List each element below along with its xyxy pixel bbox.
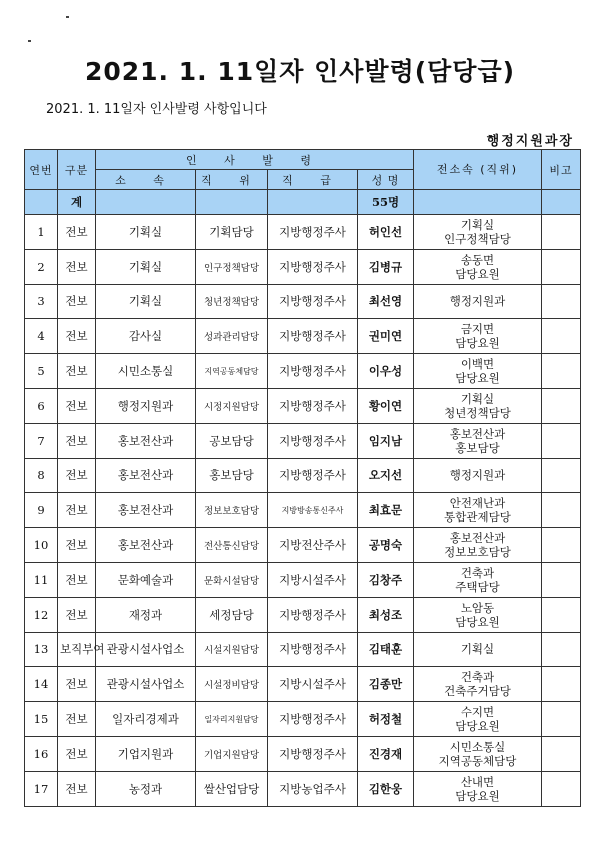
table-row xyxy=(25,632,581,667)
row-type: 전보 xyxy=(58,388,96,423)
row-transfer-from xyxy=(414,284,542,319)
row-remarks xyxy=(542,597,581,632)
table-row xyxy=(25,736,581,771)
row-type: 전보 xyxy=(58,423,96,458)
row-transfer-from xyxy=(414,493,542,528)
row-remarks xyxy=(542,458,581,493)
row-affiliation: 문화예술과 xyxy=(96,562,196,597)
row-remarks xyxy=(542,354,581,389)
row-transfer-from xyxy=(414,702,542,737)
row-transfer-from-position: 주택담당 xyxy=(455,579,500,594)
row-no: 3 xyxy=(25,284,58,319)
row-transfer-from-dept: 금지면 xyxy=(460,322,495,337)
page-subtitle: 2021. 1. 11일자 인사발령 사항입니다 xyxy=(46,102,267,117)
row-remarks xyxy=(542,215,581,250)
row-grade: 지방전산주사 xyxy=(268,528,358,563)
row-affiliation: 홍보전산과 xyxy=(96,528,196,563)
row-grade: 지방행정주사 xyxy=(268,388,358,423)
row-position: 시설정비담당 xyxy=(196,667,268,702)
row-name: 최선영 xyxy=(358,284,414,319)
row-name: 황이연 xyxy=(358,388,414,423)
row-transfer-from xyxy=(414,215,542,250)
row-no: 4 xyxy=(25,319,58,354)
row-transfer-from-dept: 송동면 xyxy=(460,252,495,267)
row-affiliation: 일자리경제과 xyxy=(96,702,196,737)
row-position: 성과관리담당 xyxy=(196,319,268,354)
row-name: 최성조 xyxy=(358,597,414,632)
row-type: 전보 xyxy=(58,771,96,806)
row-no: 10 xyxy=(25,528,58,563)
row-type: 전보 xyxy=(58,667,96,702)
header-name: 성 명 xyxy=(358,170,414,190)
table-header xyxy=(25,150,581,190)
row-type: 전보 xyxy=(58,493,96,528)
row-position: 홍보담당 xyxy=(196,458,268,493)
total-affiliation-cell xyxy=(96,190,196,215)
row-transfer-from-dept: 노암동 xyxy=(460,600,495,615)
row-name: 김한웅 xyxy=(358,771,414,806)
row-transfer-from-position: 통합관제담당 xyxy=(444,510,511,525)
row-type: 보직부여 xyxy=(58,632,96,667)
row-name: 최효문 xyxy=(358,493,414,528)
row-transfer-from-dept: 이백면 xyxy=(460,357,495,372)
header-remarks: 비고 xyxy=(542,150,581,190)
row-grade: 지방농업주사 xyxy=(268,771,358,806)
table-row xyxy=(25,667,581,702)
row-transfer-from xyxy=(414,667,542,702)
row-no: 5 xyxy=(25,354,58,389)
row-grade: 지방행정주사 xyxy=(268,597,358,632)
row-name: 허정철 xyxy=(358,702,414,737)
row-remarks xyxy=(542,528,581,563)
row-transfer-from-dept: 산내면 xyxy=(460,774,495,789)
page-title: 2021. 1. 11일자 인사발령(담당급) xyxy=(84,57,516,86)
row-transfer-from-dept: 건축과 xyxy=(460,670,495,685)
row-affiliation: 관광시설사업소 xyxy=(96,632,196,667)
row-no: 14 xyxy=(25,667,58,702)
row-transfer-from-position: 홍보담당 xyxy=(455,440,500,455)
total-row xyxy=(25,190,581,215)
row-name: 오지선 xyxy=(358,458,414,493)
row-remarks xyxy=(542,493,581,528)
row-grade: 지방행정주사 xyxy=(268,249,358,284)
row-type: 전보 xyxy=(58,597,96,632)
row-no: 16 xyxy=(25,736,58,771)
table-row xyxy=(25,215,581,250)
row-no: 6 xyxy=(25,388,58,423)
row-transfer-from-position: 담당요원 xyxy=(455,336,500,351)
row-type: 전보 xyxy=(58,284,96,319)
row-transfer-from-position: 담당요원 xyxy=(455,371,500,386)
table-row xyxy=(25,562,581,597)
row-type: 전보 xyxy=(58,215,96,250)
row-transfer-from-dept: 홍보전산과 xyxy=(449,426,506,441)
total-label: 계 xyxy=(58,190,96,215)
row-transfer-from xyxy=(414,319,542,354)
row-affiliation: 행정지원과 xyxy=(96,388,196,423)
row-position: 기업지원담당 xyxy=(196,736,268,771)
total-no-cell xyxy=(25,190,58,215)
row-affiliation: 기획실 xyxy=(96,215,196,250)
row-transfer-from xyxy=(414,528,542,563)
scan-speck xyxy=(66,16,69,18)
row-remarks xyxy=(542,423,581,458)
table-row xyxy=(25,528,581,563)
row-transfer-from-dept: 시민소통실 xyxy=(449,739,506,754)
row-name: 김종만 xyxy=(358,667,414,702)
row-type: 전보 xyxy=(58,319,96,354)
row-position: 정보보호담당 xyxy=(196,493,268,528)
row-transfer-from xyxy=(414,736,542,771)
row-transfer-from xyxy=(414,597,542,632)
total-remarks-cell xyxy=(542,190,581,215)
row-affiliation: 홍보전산과 xyxy=(96,493,196,528)
row-grade: 지방행정주사 xyxy=(268,319,358,354)
row-affiliation: 시민소통실 xyxy=(96,354,196,389)
row-transfer-from-position: 담당요원 xyxy=(455,614,500,629)
row-no: 11 xyxy=(25,562,58,597)
issuing-department: 행정지원과장 xyxy=(486,134,574,149)
row-type: 전보 xyxy=(58,354,96,389)
row-transfer-from-dept: 안전재난과 xyxy=(449,496,506,511)
row-transfer-from xyxy=(414,771,542,806)
row-affiliation: 감사실 xyxy=(96,319,196,354)
row-remarks xyxy=(542,249,581,284)
row-remarks xyxy=(542,667,581,702)
row-type: 전보 xyxy=(58,702,96,737)
row-no: 12 xyxy=(25,597,58,632)
header-order-group: 인 사 발 령 xyxy=(96,150,414,170)
row-transfer-from xyxy=(414,562,542,597)
row-no: 7 xyxy=(25,423,58,458)
row-transfer-from xyxy=(414,458,542,493)
row-position: 세정담당 xyxy=(196,597,268,632)
row-grade: 지방시설주사 xyxy=(268,562,358,597)
row-type: 전보 xyxy=(58,528,96,563)
total-position-cell xyxy=(196,190,268,215)
header-position: 직 위 xyxy=(196,170,268,190)
row-transfer-from-dept: 기획실 xyxy=(460,217,495,232)
row-position: 기획담당 xyxy=(196,215,268,250)
row-name: 김태훈 xyxy=(358,632,414,667)
row-name: 임지남 xyxy=(358,423,414,458)
row-position: 일자리지원담당 xyxy=(196,702,268,737)
row-affiliation: 기획실 xyxy=(96,284,196,319)
table-row xyxy=(25,423,581,458)
row-grade: 지방행정주사 xyxy=(268,354,358,389)
row-remarks xyxy=(542,702,581,737)
row-transfer-from-dept: 행정지원과 xyxy=(449,468,506,483)
row-transfer-from xyxy=(414,249,542,284)
row-position: 시정지원담당 xyxy=(196,388,268,423)
row-no: 1 xyxy=(25,215,58,250)
row-type: 전보 xyxy=(58,736,96,771)
table-row xyxy=(25,771,581,806)
row-grade: 지방행정주사 xyxy=(268,702,358,737)
row-transfer-from-position: 지역공동체담당 xyxy=(438,753,517,768)
row-type: 전보 xyxy=(58,458,96,493)
table-row xyxy=(25,284,581,319)
row-grade: 지방행정주사 xyxy=(268,423,358,458)
row-no: 17 xyxy=(25,771,58,806)
row-transfer-from-dept: 행정지원과 xyxy=(449,294,506,309)
row-transfer-from xyxy=(414,632,542,667)
row-position: 시설지원담당 xyxy=(196,632,268,667)
row-position: 전산통신담당 xyxy=(196,528,268,563)
row-type: 전보 xyxy=(58,249,96,284)
row-transfer-from-position: 청년정책담당 xyxy=(444,405,511,420)
row-type: 전보 xyxy=(58,562,96,597)
row-affiliation: 농정과 xyxy=(96,771,196,806)
table-row xyxy=(25,319,581,354)
row-transfer-from-position: 인구정책담당 xyxy=(444,231,511,246)
row-name: 허인선 xyxy=(358,215,414,250)
row-transfer-from-position: 담당요원 xyxy=(455,719,500,734)
row-position: 공보담당 xyxy=(196,423,268,458)
row-position: 문화시설담당 xyxy=(196,562,268,597)
row-position: 쌀산업담당 xyxy=(196,771,268,806)
row-transfer-from-dept: 건축과 xyxy=(460,565,495,580)
row-no: 9 xyxy=(25,493,58,528)
row-transfer-from-position: 담당요원 xyxy=(455,788,500,803)
row-transfer-from-dept: 기획실 xyxy=(460,391,495,406)
table-row xyxy=(25,597,581,632)
row-transfer-from-dept: 수지면 xyxy=(460,705,495,720)
row-remarks xyxy=(542,562,581,597)
row-remarks xyxy=(542,388,581,423)
row-affiliation: 관광시설사업소 xyxy=(96,667,196,702)
row-transfer-from-dept: 기획실 xyxy=(460,642,495,657)
table-row xyxy=(25,458,581,493)
row-grade: 지방행정주사 xyxy=(268,736,358,771)
row-name: 권미연 xyxy=(358,319,414,354)
row-affiliation: 기획실 xyxy=(96,249,196,284)
row-name: 진경재 xyxy=(358,736,414,771)
header-type: 구분 xyxy=(58,150,96,190)
row-transfer-from xyxy=(414,423,542,458)
row-grade: 지방행정주사 xyxy=(268,632,358,667)
row-grade: 지방행정주사 xyxy=(268,284,358,319)
row-position: 인구정책담당 xyxy=(196,249,268,284)
row-grade: 지방행정주사 xyxy=(268,215,358,250)
row-affiliation: 기업지원과 xyxy=(96,736,196,771)
row-transfer-from xyxy=(414,388,542,423)
table-row xyxy=(25,493,581,528)
row-name: 김병규 xyxy=(358,249,414,284)
row-transfer-from xyxy=(414,354,542,389)
row-remarks xyxy=(542,736,581,771)
row-remarks xyxy=(542,771,581,806)
table-row xyxy=(25,702,581,737)
row-affiliation: 홍보전산과 xyxy=(96,458,196,493)
row-no: 2 xyxy=(25,249,58,284)
row-transfer-from-position: 담당요원 xyxy=(455,266,500,281)
personnel-table xyxy=(24,149,581,807)
row-transfer-from-position: 건축주거담당 xyxy=(444,684,511,699)
row-affiliation: 재정과 xyxy=(96,597,196,632)
row-grade: 지방방송통신주사 xyxy=(268,493,358,528)
row-grade: 지방행정주사 xyxy=(268,458,358,493)
row-no: 8 xyxy=(25,458,58,493)
row-affiliation: 홍보전산과 xyxy=(96,423,196,458)
row-name: 김창주 xyxy=(358,562,414,597)
scan-speck xyxy=(28,40,31,42)
header-no: 연번 xyxy=(25,150,58,190)
total-count: 55명 xyxy=(358,190,414,215)
table-row xyxy=(25,388,581,423)
row-position: 지역공동체담당 xyxy=(196,354,268,389)
total-dest-cell xyxy=(414,190,542,215)
header-affiliation: 소 속 xyxy=(96,170,196,190)
row-remarks xyxy=(542,319,581,354)
row-position: 청년정책담당 xyxy=(196,284,268,319)
row-name: 이우성 xyxy=(358,354,414,389)
header-transfer-from: 전소속 (직위) xyxy=(414,150,542,190)
row-no: 13 xyxy=(25,632,58,667)
row-grade: 지방시설주사 xyxy=(268,667,358,702)
table-row xyxy=(25,354,581,389)
total-grade-cell xyxy=(268,190,358,215)
row-no: 15 xyxy=(25,702,58,737)
table-row xyxy=(25,249,581,284)
row-transfer-from-dept: 홍보전산과 xyxy=(449,531,506,546)
row-name: 공명숙 xyxy=(358,528,414,563)
row-remarks xyxy=(542,632,581,667)
table-body xyxy=(25,215,581,807)
row-transfer-from-position: 정보보호담당 xyxy=(444,545,511,560)
header-grade: 직 급 xyxy=(268,170,358,190)
row-remarks xyxy=(542,284,581,319)
